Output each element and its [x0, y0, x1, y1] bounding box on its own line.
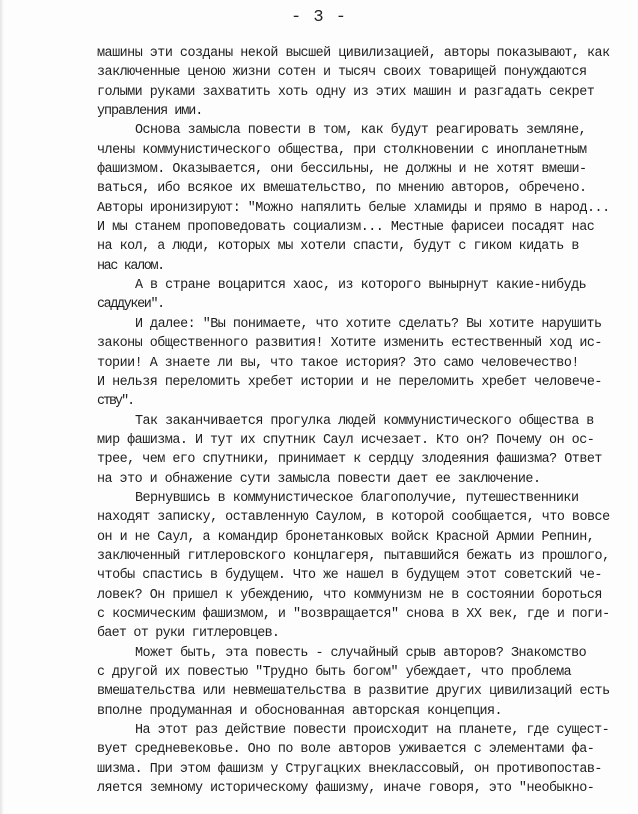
page-number: - 3 - — [290, 8, 347, 27]
text-line: фашизмом. Оказывается, они бессильны, не должны и не хотят вмеши- — [97, 162, 587, 178]
text-line: Так заканчивается прогулка людей коммунистического общества в — [135, 413, 594, 429]
text-line: Основа замысла повести в том, как будут реагировать земляне, — [135, 123, 587, 139]
text-line: мир фашизма. И тут их спутник Саул исчезает. Кто он? Почему он ос- — [97, 432, 595, 448]
text-line: А в стране воцарится хаос, из которого вынырнут какие-нибудь — [135, 278, 587, 294]
text-line: нас калом. — [97, 258, 164, 274]
text-line: он и не Саул, а командир бронетанковых войск Красной Армии Репнин, — [97, 529, 595, 545]
text-line: чтобы спастись в будущем. Что же нашел в будущем этот советский че- — [97, 568, 602, 584]
text-line: Авторы иронизируют: "Можно напялить белые хламиды и прямо в народ... — [97, 200, 610, 216]
text-line: голыми руками захватить хоть одну из этих машин и разгадать секрет — [97, 84, 595, 100]
body-text — [97, 44, 637, 798]
text-line: вмешательства или невмешательства в развитие других цивилизаций есть — [97, 684, 610, 700]
text-line: Вернувшись в коммунистическое благополучие, путешественники — [135, 490, 579, 506]
text-line: находят записку, оставленную Саулом, в которой сообщается, что вовсе — [97, 510, 610, 526]
text-line: саддукеи". — [97, 297, 164, 313]
text-line: на это и обнажение сути замысла повести дает ее заключение. — [97, 471, 541, 487]
text-line: И нельзя переломить хребет истории и не переломить хребет человече- — [97, 374, 602, 390]
text-line: заключенные ценою жизни сотен и тысяч своих товарищей понуждаются — [97, 65, 587, 81]
text-line: трее, чем его спутники, принимает к сердцу злодеяния фашизма? Ответ — [97, 452, 602, 468]
text-line: И мы станем проповедовать социализм... Местные фарисеи посадят нас — [97, 220, 595, 236]
text-line: управления ими. — [97, 104, 203, 120]
text-line: На этот раз действие повести происходит на планете, где сущест- — [135, 723, 610, 739]
text-line: вует средневековье. Оно по воле авторов уживается с элементами фа- — [97, 742, 595, 758]
text-line: заключенный гитлеровского концлагеря, пытавшийся бежать из прошлого, — [97, 548, 610, 564]
text-line: тории! А знаете ли вы, что такое история? Это само человечество! — [97, 355, 579, 371]
text-line: шизма. При этом фашизм у Стругацких внеклассовый, он противопостав- — [97, 761, 602, 777]
page-edge-shadow — [0, 0, 4, 814]
text-line: ваться, ибо всякое их вмешательство, по мнению авторов, обречено. — [97, 181, 587, 197]
text-line: ловек? Он пришел к убеждению, что коммунизм не в состоянии бороться — [97, 587, 602, 603]
text-line: машины эти созданы некой высшей цивилизацией, авторы показывают, как — [97, 46, 610, 61]
text-line: ству". — [97, 394, 134, 410]
text-line: на кол, а люди, которых мы хотели спасти, будут с гиком кидать в — [97, 239, 579, 255]
text-line: законы общественного развития! Хотите изменить естественный ход ис- — [97, 336, 602, 352]
text-line: бает от руки гитлеровцев. — [97, 626, 280, 642]
text-line: вполне продуманная и обоснованная авторская концепция. — [97, 703, 503, 719]
text-line: И далее: "Вы понимаете, что хотите сделать? Вы хотите нарушить — [135, 316, 602, 332]
text-line: с космическим фашизмом, и "возвращается" снова в XX век, где и поги- — [97, 606, 610, 622]
text-line: Может быть, эта повесть - случайный срыв авторов? Знакомство — [135, 645, 587, 661]
text-line: с другой их повестью "Трудно быть богом" убеждает, что проблема — [97, 665, 572, 680]
text-line: члены коммунистического общества, при столкновении с инопланетным — [97, 142, 587, 158]
text-line: ляется земному историческому фашизму, иначе говоря, это "необыкно- — [97, 781, 595, 797]
